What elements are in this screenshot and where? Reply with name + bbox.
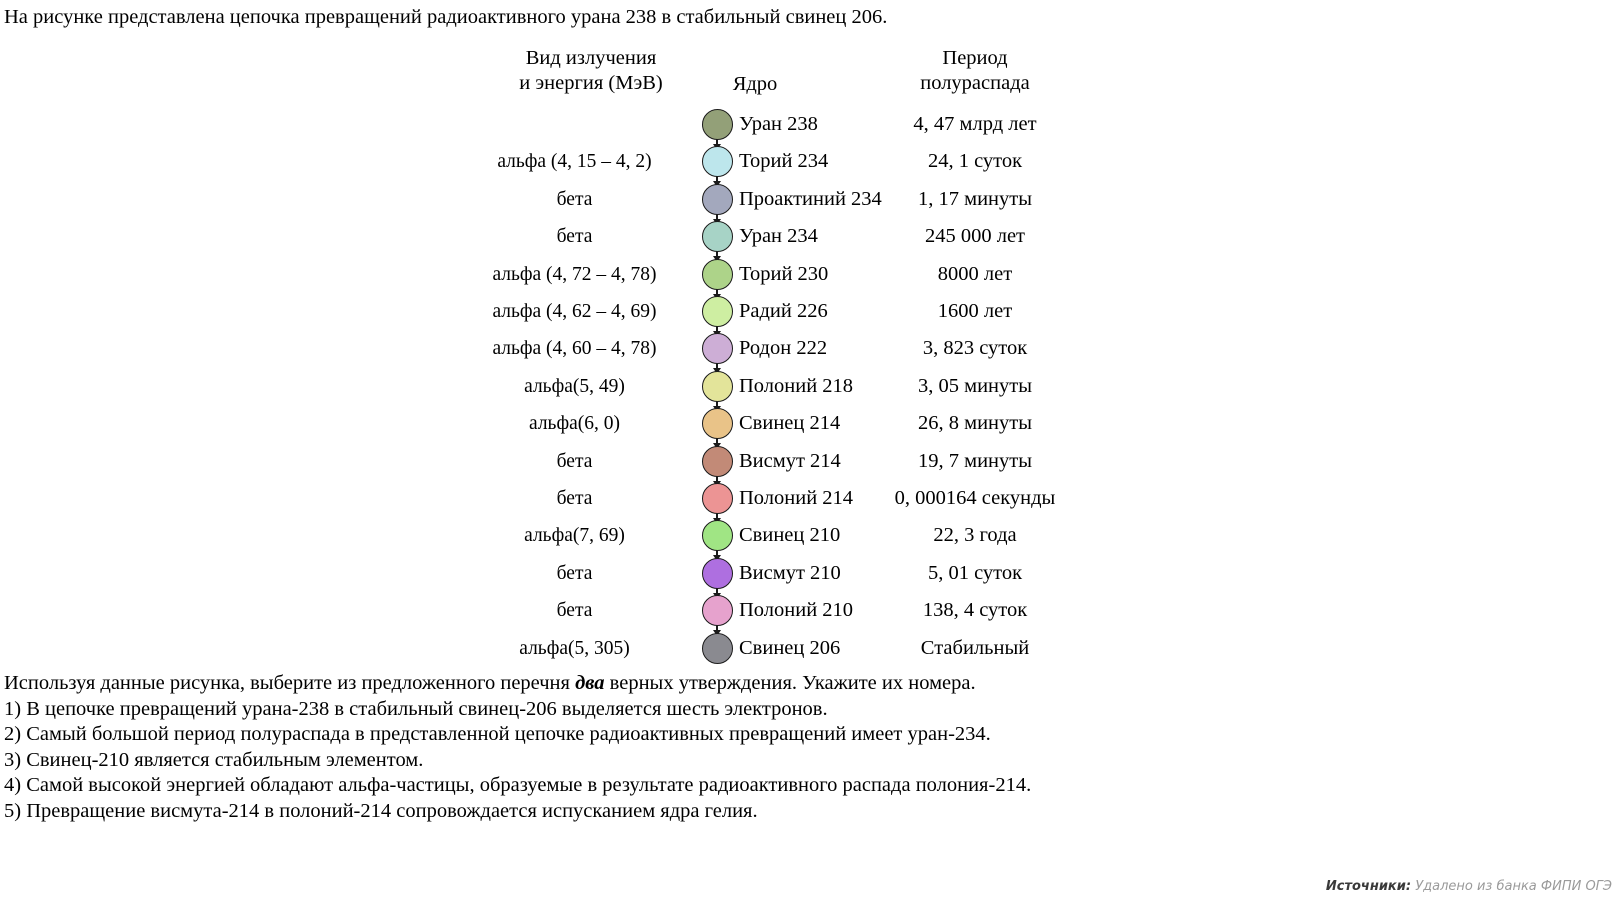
nucleus-label: Полоний 210 [739, 599, 854, 622]
nucleus-circle-icon [702, 371, 733, 402]
nucleus-label: Свинец 210 [739, 524, 841, 547]
nucleus-circle-icon [702, 259, 733, 290]
halflife-label: 3, 05 минуты [917, 374, 1033, 397]
column-header-halflife-line1: Период [942, 47, 1008, 69]
question-prompt [4, 671, 1031, 697]
emission-label: альфа (4, 62 – 4, 69) [492, 301, 657, 322]
halflife-label: 26, 8 минуты [917, 412, 1033, 435]
emission-label: бета [556, 450, 593, 472]
question-prompt-before: Используя данные рисунка, выберите из предложенного перечня [4, 672, 576, 694]
nucleus-circle-icon [702, 446, 733, 477]
question-block [4, 671, 1031, 825]
column-headers [0, 44, 1616, 106]
halflife-label: 24, 1 суток [927, 150, 1023, 173]
nucleus-circle-icon [702, 483, 733, 514]
question-prompt-emphasis: два [575, 672, 605, 694]
answer-statement[interactable]: 5) Превращение висмута-214 в полоний-214 сопровождается испусканием ядра гелия. [4, 799, 758, 822]
nucleus-circle-icon [702, 296, 733, 327]
source-note [1326, 879, 1612, 894]
halflife-label: 22, 3 года [933, 524, 1017, 547]
nucleus-circle-icon [702, 221, 733, 252]
decay-chain-diagram [0, 44, 1616, 666]
column-header-nucleus: Ядро [732, 73, 778, 95]
emission-label: альфа (4, 60 – 4, 78) [492, 338, 657, 360]
halflife-label: 3, 823 суток [922, 337, 1028, 360]
answer-statement-list [4, 697, 1031, 825]
emission-label: альфа(5, 305) [519, 637, 630, 659]
decay-chain-row [0, 218, 1616, 255]
column-header-halflife-line2: полураспада [920, 72, 1030, 94]
answer-statement[interactable]: 4) Самой высокой энергией обладают альфа-частицы, образуемые в результате радиоактивного распада полония-214. [4, 774, 1032, 797]
decay-chain-row [0, 256, 1616, 293]
nucleus-label: Торий 230 [739, 262, 829, 285]
decay-chain-row [0, 293, 1616, 330]
emission-label: альфа (4, 15 – 4, 2) [497, 151, 652, 173]
nucleus-label: Полоний 214 [739, 487, 854, 509]
answer-statement[interactable]: 2) Самый большой период полураспада в представленной цепочке радиоактивных превращений имеет уран-234. [4, 723, 991, 746]
emission-label: бета [556, 562, 593, 584]
decay-chain-row [0, 555, 1616, 592]
halflife-label: 0, 000164 секунды [894, 487, 1056, 509]
nucleus-label: Уран 234 [739, 225, 818, 248]
page-intro-text: На рисунке представлена цепочка превращений радиоактивного урана 238 в стабильный свинец 206. [4, 6, 888, 28]
emission-label: альфа(6, 0) [529, 413, 620, 435]
nucleus-circle-icon [702, 633, 733, 664]
nucleus-circle-icon [702, 109, 733, 140]
emission-label: альфа(5, 49) [524, 375, 625, 397]
nucleus-label: Полоний 218 [739, 374, 854, 397]
decay-chain-row [0, 405, 1616, 442]
answer-statement[interactable]: 1) В цепочке превращений урана-238 в стабильный свинец-206 выделяется шесть электронов. [4, 697, 828, 720]
decay-chain-row [0, 630, 1616, 667]
decay-chain-row [0, 592, 1616, 629]
nucleus-circle-icon [702, 408, 733, 439]
halflife-label: 5, 01 суток [927, 561, 1023, 584]
column-header-emission [493, 46, 689, 96]
emission-label: бета [556, 188, 593, 210]
decay-chain-row [0, 368, 1616, 405]
decay-chain-row [0, 181, 1616, 218]
decay-chain-row [0, 106, 1616, 143]
nucleus-label: Свинец 206 [739, 636, 841, 659]
halflife-label: Стабильный [920, 636, 1030, 659]
nucleus-circle-icon [702, 558, 733, 589]
answer-statement[interactable]: 3) Свинец-210 является стабильным элементом. [4, 748, 424, 771]
source-label: Источники: [1325, 879, 1412, 894]
emission-label: бета [556, 226, 593, 248]
source-value: Удалено из банка ФИПИ ОГЭ [1415, 879, 1612, 894]
halflife-label: 1, 17 минуты [917, 187, 1033, 210]
nucleus-label: Висмут 210 [739, 561, 841, 584]
nucleus-label: Свинец 214 [739, 412, 841, 435]
decay-chain-rows [0, 106, 1616, 666]
halflife-label: 4, 47 млрд лет [913, 113, 1037, 135]
halflife-label: 138, 4 суток [922, 599, 1028, 622]
nucleus-label: Торий 234 [739, 150, 829, 173]
nucleus-circle-icon [702, 595, 733, 626]
decay-chain-row [0, 330, 1616, 367]
emission-label: бета [556, 488, 593, 509]
column-header-halflife [860, 46, 1090, 96]
nucleus-circle-icon [702, 146, 733, 177]
nucleus-circle-icon [702, 520, 733, 551]
halflife-label: 245 000 лет [924, 225, 1026, 248]
nucleus-label: Проактиний 234 [739, 187, 882, 210]
nucleus-label: Радий 226 [739, 300, 828, 322]
emission-label: альфа(7, 69) [524, 525, 625, 547]
nucleus-label: Родон 222 [739, 337, 828, 360]
nucleus-label: Уран 238 [739, 113, 818, 135]
column-header-emission-line1: Вид излучения [525, 47, 657, 69]
emission-label: бета [556, 600, 593, 622]
decay-chain-row [0, 517, 1616, 554]
decay-chain-row [0, 443, 1616, 480]
halflife-label: 19, 7 минуты [917, 449, 1033, 472]
decay-chain-row [0, 480, 1616, 517]
emission-label: альфа (4, 72 – 4, 78) [492, 263, 657, 285]
column-header-emission-line2: и энергия (МэВ) [519, 72, 663, 94]
halflife-label: 8000 лет [937, 262, 1013, 285]
halflife-label: 1600 лет [937, 300, 1013, 322]
question-prompt-after: верных утверждения. Укажите их номера. [604, 672, 976, 694]
decay-chain-row [0, 143, 1616, 180]
nucleus-circle-icon [702, 333, 733, 364]
nucleus-label: Висмут 214 [739, 449, 841, 472]
nucleus-circle-icon [702, 184, 733, 215]
